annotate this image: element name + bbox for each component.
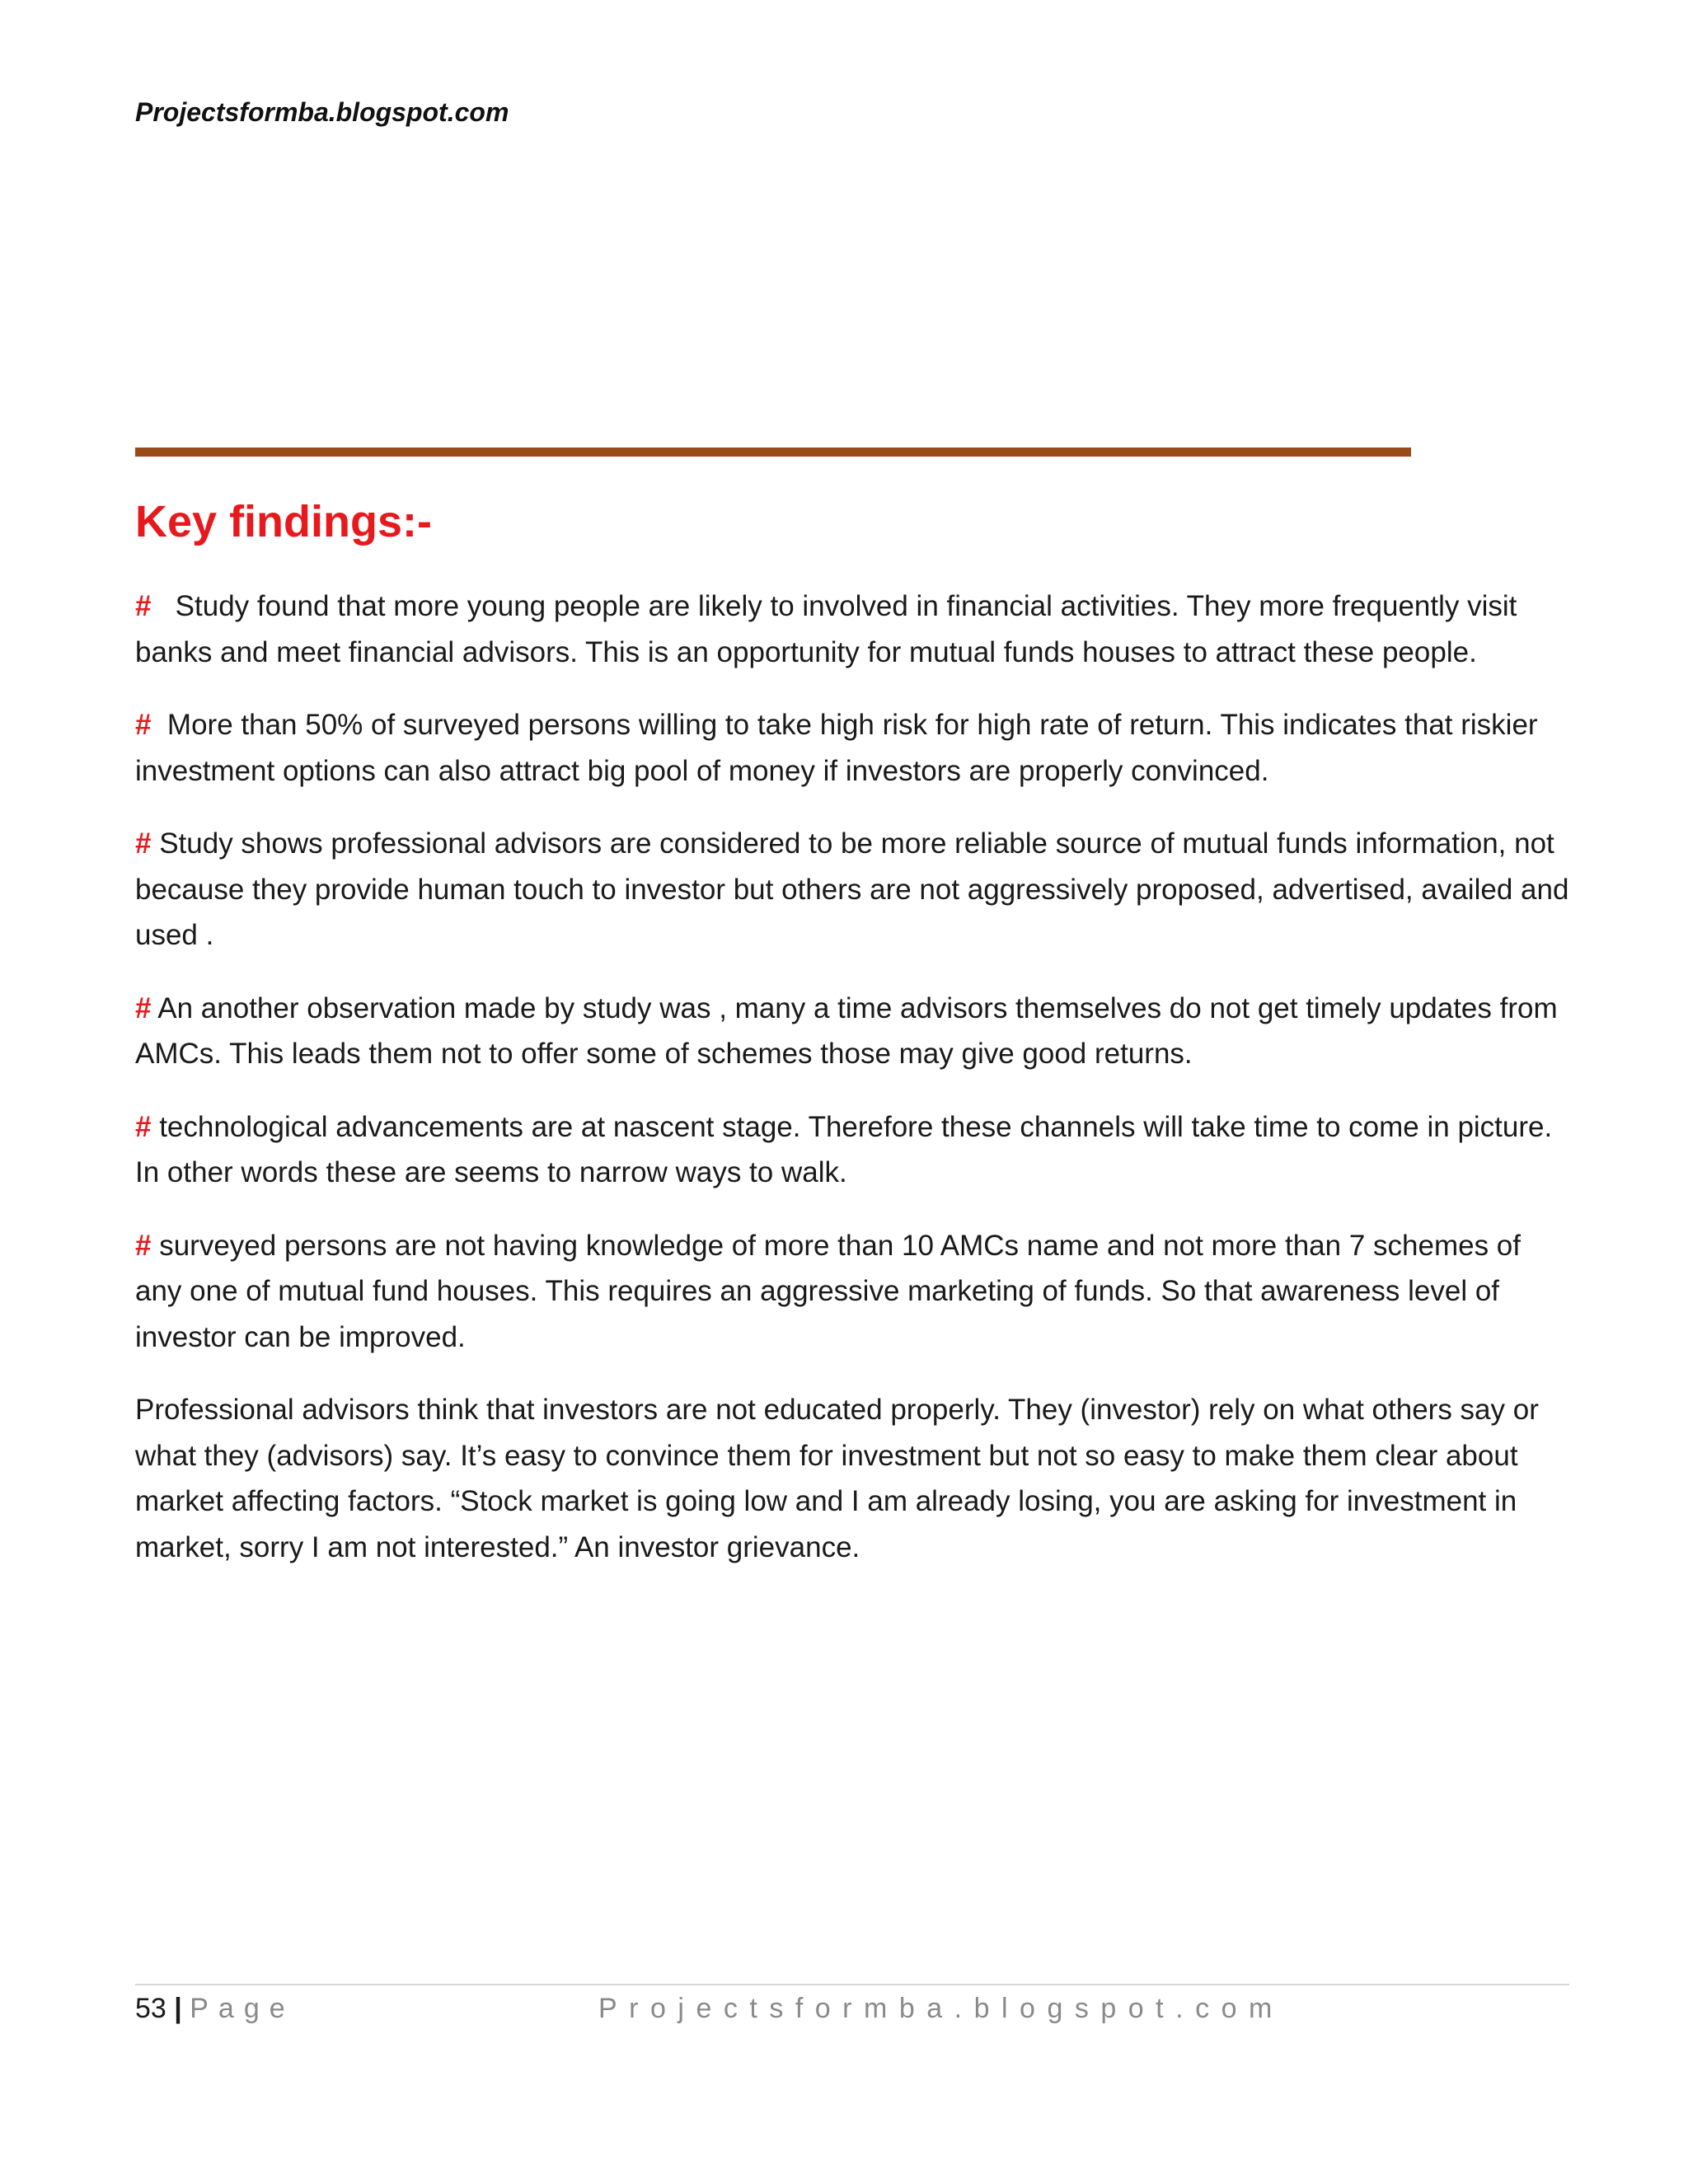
- footer-divider: [135, 1984, 1569, 1985]
- finding-marker: #: [135, 827, 152, 860]
- finding-marker: #: [135, 991, 152, 1024]
- footer-page-number: [135, 1993, 295, 2025]
- finding-marker: #: [135, 590, 152, 622]
- finding-text: More than 50% of surveyed persons willing to take high risk for high rate of return. This indicates that riskier investment options can also attract big pool of money if investors are properly convinced.: [135, 709, 1538, 787]
- finding-1: [135, 583, 1569, 675]
- findings-content: [135, 583, 1569, 1597]
- section-divider: [135, 448, 1411, 457]
- finding-text: technological advancements are at nascent stage. Therefore these channels will take time to come in picture. In other words these are seems to narrow ways to walk.: [135, 1110, 1553, 1188]
- finding-3: [135, 821, 1569, 958]
- closing-paragraph: Professional advisors think that investors are not educated properly. They (investor) rely on what others say or what they (advisors) say. It’s easy to convince them for investment but not so easy to make them clear about market affecting factors. “Stock market is going low and I am already losing, you are asking for investment in market, sorry I am not interested.” An investor grievance.: [135, 1394, 1539, 1563]
- section-heading: Key findings:-: [135, 497, 432, 546]
- footer-site-name: Projectsformba.blogspot.com: [598, 1993, 1284, 2024]
- page-number: 53: [135, 1993, 166, 2024]
- finding-5: [135, 1104, 1569, 1196]
- header-site-name: Projectsformba.blogspot.com: [135, 97, 509, 127]
- finding-4: [135, 986, 1569, 1077]
- finding-marker: #: [135, 709, 152, 741]
- finding-marker: #: [135, 1110, 152, 1143]
- page-separator: |: [174, 1993, 182, 2024]
- finding-marker: #: [135, 1229, 152, 1262]
- finding-text: Study shows professional advisors are considered to be more reliable source of mutual funds information, not because they provide human touch to investor but others are not aggressively proposed, advertised, availed and used .: [135, 827, 1569, 951]
- finding-6: [135, 1223, 1569, 1361]
- page-label: Page: [190, 1993, 295, 2024]
- finding-text: Study found that more young people are likely to involved in financial activities. They more frequently visit banks and meet financial advisors. This is an opportunity for mutual funds houses to attract these people.: [135, 590, 1517, 668]
- finding-text: surveyed persons are not having knowledge of more than 10 AMCs name and not more than 7 schemes of any one of mutual fund houses. This requires an aggressive marketing of funds. So that awareness level of investor can be improved.: [135, 1229, 1521, 1353]
- finding-2: [135, 702, 1569, 794]
- finding-text: An another observation made by study was , many a time advisors themselves do not get timely updates from AMCs. This leads them not to offer some of schemes those may give good returns.: [135, 991, 1558, 1070]
